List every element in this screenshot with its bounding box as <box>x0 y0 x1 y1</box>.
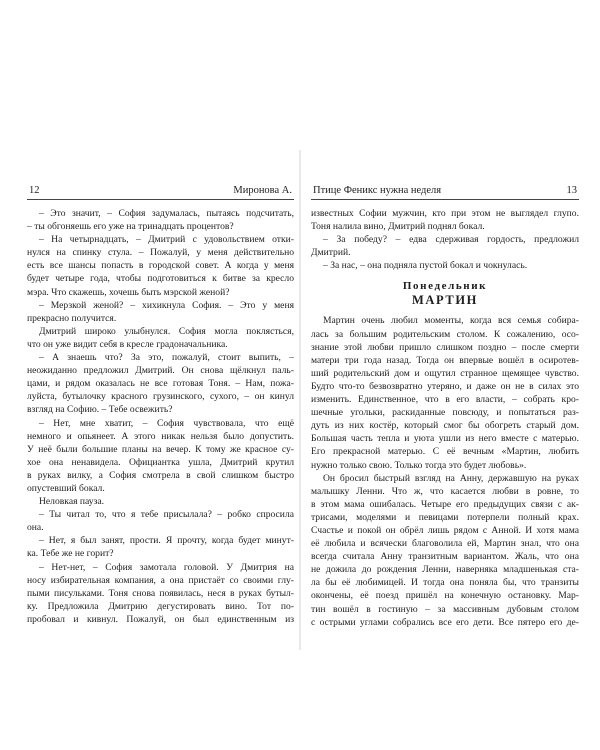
text-line: хое она ненавидела. Официантка ушла, Дмитрий крутил <box>27 456 294 468</box>
text-line: Он бросил быстрый взгляд на Анну, державшую на руках <box>323 472 579 484</box>
text-line: пробовал и кивнул. Пожалуй, он был единственным из <box>27 613 294 625</box>
text-line: известных Софии мужчин, кто при этом не выглядел глупо. <box>311 208 579 219</box>
text-line: лась за большим родительским столом. К сожалению, осо- <box>311 328 579 340</box>
left-page-number: 12 <box>29 185 40 196</box>
text-line: в руках вилку, а София смотрела в свой слишком быстро <box>27 469 294 481</box>
text-line: её любила и всячески благоволила ей, Мартин знал, что она <box>311 538 579 550</box>
right-header-rule <box>311 199 579 200</box>
right-page-header <box>311 184 579 198</box>
text-line: – На четырнадцать, – Дмитрий с удовольствием отки- <box>39 234 294 246</box>
text-line: Будто что-то безвозвратно утеряно, и даже он не в силах это <box>311 380 579 392</box>
text-line: прекрасно получится. <box>27 312 117 324</box>
text-line: – Нет, я был занят, прости. Я прочту, когда будет минут- <box>39 535 294 547</box>
text-line: – Ты читал то, что я тебе присылала? – робко спросила <box>39 509 294 521</box>
right-text-bottom <box>311 314 579 628</box>
text-line: Его прекрасной матерью. С её вечным «Мартин, любить <box>311 446 579 458</box>
text-line: – Мерзкой женой? – хихикнула София. – Это у меня <box>39 299 294 311</box>
text-line: она. <box>27 522 44 534</box>
text-line: матери три года назад. Тогда он впервые вошёл в осиротев- <box>311 354 579 366</box>
text-line: не дожила до рождения Ленни, наверняка младшенькая ста- <box>311 564 579 576</box>
text-line: взгляд на Софию. – Тебе освежить? <box>27 404 173 416</box>
text-line: дуть из них костёр, который смог бы обогреть старый дом. <box>311 420 579 432</box>
chapter-heading-day: Понедельник <box>402 280 488 293</box>
text-line: с острыми углами собрались все его дети. Все пятеро его де- <box>311 616 579 628</box>
text-line: неожиданно предложил Дмитрий. Он снова щёлкнул паль- <box>27 365 294 377</box>
text-line: малышку Ленни. Что ж, что касается любви в ровне, то <box>311 485 579 497</box>
text-line: ка. Тебе же не горит? <box>27 548 114 560</box>
text-line: – За победу? – едва сдерживая гордость, предложил <box>323 234 579 246</box>
left-page-header <box>27 184 294 198</box>
text-line: пыми писульками. Тоня снова появилась, неся в руках бутыл- <box>27 587 294 599</box>
text-line: цами, и рядом оказалась не все готовая Тоня. – Нам, пожа- <box>27 378 294 390</box>
chapter-heading-name: МАРТИН <box>412 293 478 308</box>
text-line: тин вошёл в гостиную – за массивным дубовым столом <box>311 603 579 615</box>
text-line: знание этой любви пришло слишком поздно – после смерти <box>311 341 579 353</box>
text-line: мэра. Что скажешь, хочешь быть мэрской женой? <box>27 286 230 298</box>
text-line: Тоня налила вино, Дмитрий поднял бокал. <box>311 221 485 233</box>
text-line: – Это значит, – София задумалась, пытаясь подсчитать, <box>39 208 294 219</box>
text-line: что он уже видит себя в кресле градоначальника. <box>27 338 228 350</box>
text-line: в этом мама ошибалась. Четыре его предыдущих связи с ак- <box>311 498 579 510</box>
text-line: будет четыре года, чтобы подготовиться к битве за кресло <box>27 273 294 285</box>
text-line: Дмитрий широко улыбнулся. София могла поклясться, <box>39 325 294 337</box>
text-line: всегда считала Анну транзитным вариантом. Жаль, что она <box>311 551 579 563</box>
text-line: ший родительский дом и ощутил странное щемящее чувство. <box>311 367 579 379</box>
left-header-rule <box>27 199 294 200</box>
text-line: Большая часть тепла и уюта ушли из него вместе с матерью. <box>311 433 579 445</box>
right-page-number: 13 <box>566 185 577 196</box>
text-line: ку. Предложила Дмитрию дегустировать вино. Тот по- <box>27 600 294 612</box>
text-line: трисами, моделями и певицами потерпели полный крах. <box>311 511 579 523</box>
text-line: У неё были большие планы на вечер. К тому же красное су- <box>27 443 294 455</box>
text-line: – Нет, мне хватит, – София чувствовала, что ещё <box>39 417 294 429</box>
text-line: Счастье и покой он обрёл лишь рядом с Анной. И хотя мама <box>311 524 579 536</box>
text-line: изменить. Единственное, что в его власти, – собрать кро- <box>311 394 579 406</box>
text-line: опустевший бокал. <box>27 482 105 494</box>
text-line: луйста, бутылочку красного грузинского, сухого, – он кинул <box>27 391 294 403</box>
text-line: нулся на спинку стула. – Пожалуй, у меня действительно <box>27 247 294 259</box>
text-line: шечные угольки, раскиданные повсюду, и попытаться раз- <box>311 407 579 419</box>
left-page-body <box>27 207 294 626</box>
text-line: немного и опьянеет. А этого никак нельзя было допустить. <box>27 430 294 442</box>
text-line: Неловкая пауза. <box>39 496 105 508</box>
text-line: – Нет-нет, – София замотала головой. У Дмитрия на <box>39 561 294 573</box>
right-text-top <box>311 207 579 272</box>
text-line: есть все шансы попасть в городской совет. А когда у меня <box>27 260 294 272</box>
left-running-title: Миронова А. <box>233 185 292 196</box>
text-line: – ты обгоняешь его уже на тринадцать процентов? <box>27 221 234 233</box>
text-line: носу избирательная компания, а она пристаёт со своими глу- <box>27 574 294 586</box>
chapter-heading <box>311 279 579 307</box>
gutter-shadow <box>299 150 301 650</box>
text-line: ла бы её любимицей. И тогда она поняла бы, что транзиты <box>311 577 579 589</box>
text-line: нужно только свою. Только тогда это будет любовь». <box>311 459 527 471</box>
text-line: Дмитрий. <box>311 247 351 259</box>
text-line: окончены, её поезд пришёл на конечную остановку. Мар- <box>311 590 579 602</box>
text-line: – За нас, – она подняла пустой бокал и чокнулась. <box>323 260 528 272</box>
right-running-title: Птице Феникс нужна неделя <box>313 185 442 196</box>
text-line: – А знаешь что? За это, пожалуй, стоит выпить, – <box>39 352 294 364</box>
text-line: Мартин очень любил моменты, когда вся семья собира- <box>323 315 579 327</box>
right-page-body <box>311 207 579 629</box>
